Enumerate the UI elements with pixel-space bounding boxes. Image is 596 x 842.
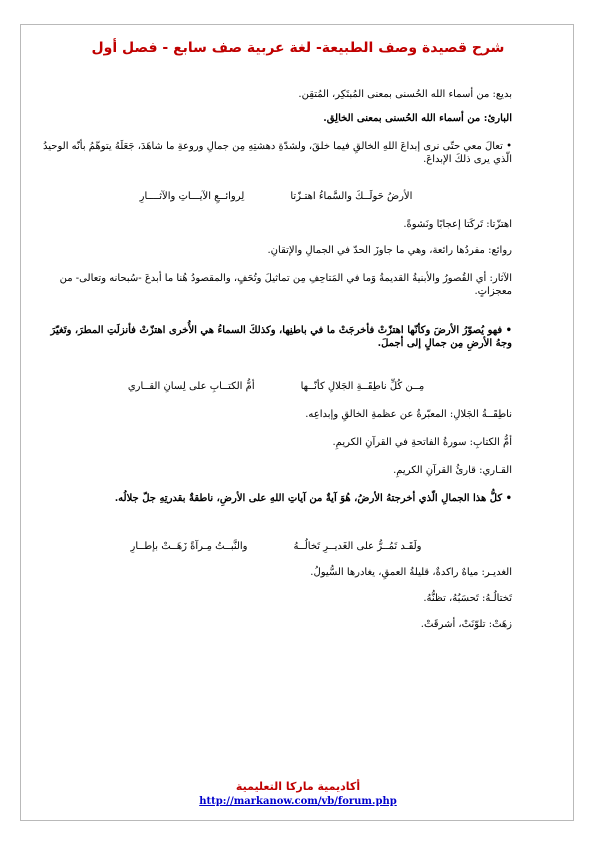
verse-3-first-hemistich: ولَقَـد تَمُــرُّ على الغَديــرِ تَخالُــهُ — [293, 541, 422, 552]
page-title: شرح قصيدة وصف الطبيعة- لغة عربية صف سابع - فصل أول — [91, 40, 505, 56]
verse-3 — [40, 540, 512, 553]
definition-takhaluhu: تَختالُـهُ: تَحسَبُهُ، تظنُّهُ. — [423, 593, 512, 604]
definition-alqari: القـاري: قارئُ القرآنِ الكريمِ. — [393, 465, 512, 476]
verse-2-first-hemistich: مِــن كُلِّ ناطِقَــةِ الجَلالِ كأنّــها — [300, 381, 425, 392]
explanation-paragraph-1: • تعالَ معي حتّى نرى إبداعَ اللهِ الخالقِ فيما خلقَ، ولشدّةِ دهشتِهِ مِن جمالِ وروعةِ ما شاهَدَ، جَعَلَهُ يتوهّمُ بأنّه الوحيدُ الّذي يرى ذلكَ الإبداعَ. — [43, 141, 512, 165]
verse-1-first-hemistich: الأرضُ حَولَــكَ والسَّماءُ اهتـزّتا — [290, 191, 413, 202]
verse-2-second-hemistich: أمُّ الكتــابِ على لِسانِ القــاري — [127, 381, 255, 392]
definition-umm-alkitab: أمُّ الكتابِ: سورةُ الفاتحةِ في القرآنِ الكريمِ. — [332, 437, 512, 448]
definition-rawaie: روائع: مفردُها رائعة، وهي ما جاوزَ الحدّ في الجمالِ والإتقانِ. — [267, 245, 512, 256]
definition-athar: الآثار: أي القُصورُ والأبنيةُ القديمةُ وَما في المَتاحِفِ مِن تماثيلَ وتُحَفٍ، والمقصودُ هُنا ما أبدعَ -سُبحانه وتعالى- من معجزاتٍ. — [59, 273, 512, 297]
footer-forum-link[interactable]: http://markanow.com/vb/forum.php — [199, 796, 397, 807]
verse-3-second-hemistich: والنَّبــتُ مِـرآةً زَهَــتْ بإطــارِ — [130, 541, 248, 552]
definition-zahat: زهَتْ: تلوّنَتْ، أشرقَتْ. — [420, 619, 512, 630]
definition-natiqat-aljalal: ناطِقَــةُ الجَلالِ: المعبّرةُ عن عظمةِ الخالقِ وإبداعِه. — [305, 409, 512, 420]
definition-bari: البارئ: من أسماء الله الحُسنى بمعنى الخالِق. — [323, 113, 512, 124]
definition-ihtazzata: اهتزّتا: تَركَتا إعجابًا ونَشوةً. — [403, 219, 512, 230]
definition-alghadeer: الغديـر: مياهٌ راكدةٌ، قليلةُ العمقِ، يغادرها السُّيولُ. — [310, 567, 512, 578]
explanation-paragraph-3: • كلُّ هذا الجمالِ الّذي أخرجتهُ الأرضُ، هُوَ آيةٌ من آياتِ اللهِ على الأرضِ، ناطقةٌ بقدرتِهِ جلّ جلالُه. — [114, 493, 512, 504]
explanation-paragraph-2: • فهو يُصوّرُ الأرضَ وكأنّها اهتزّتْ فأخرجَتْ ما في باطنِها، وكذلكَ السماءُ هي الأُخرى اهتزّتْ فأنزلَتِ المطرَ، وتَغيّرَ وجهُ الأرضِ مِن جمالٍ إلى أجملَ. — [50, 325, 512, 349]
footer-academy-name: أكاديمية ماركا التعليمية — [235, 780, 361, 793]
verse-2 — [40, 380, 512, 393]
definition-badee: بديع: من أسماء الله الحُسنى بمعنى المُبتَكِر، المُتقِن. — [298, 89, 512, 100]
verse-1-second-hemistich: لِروائــعِ الآيـــاتِ والآثــــارِ — [139, 191, 245, 202]
verse-1 — [40, 190, 512, 203]
